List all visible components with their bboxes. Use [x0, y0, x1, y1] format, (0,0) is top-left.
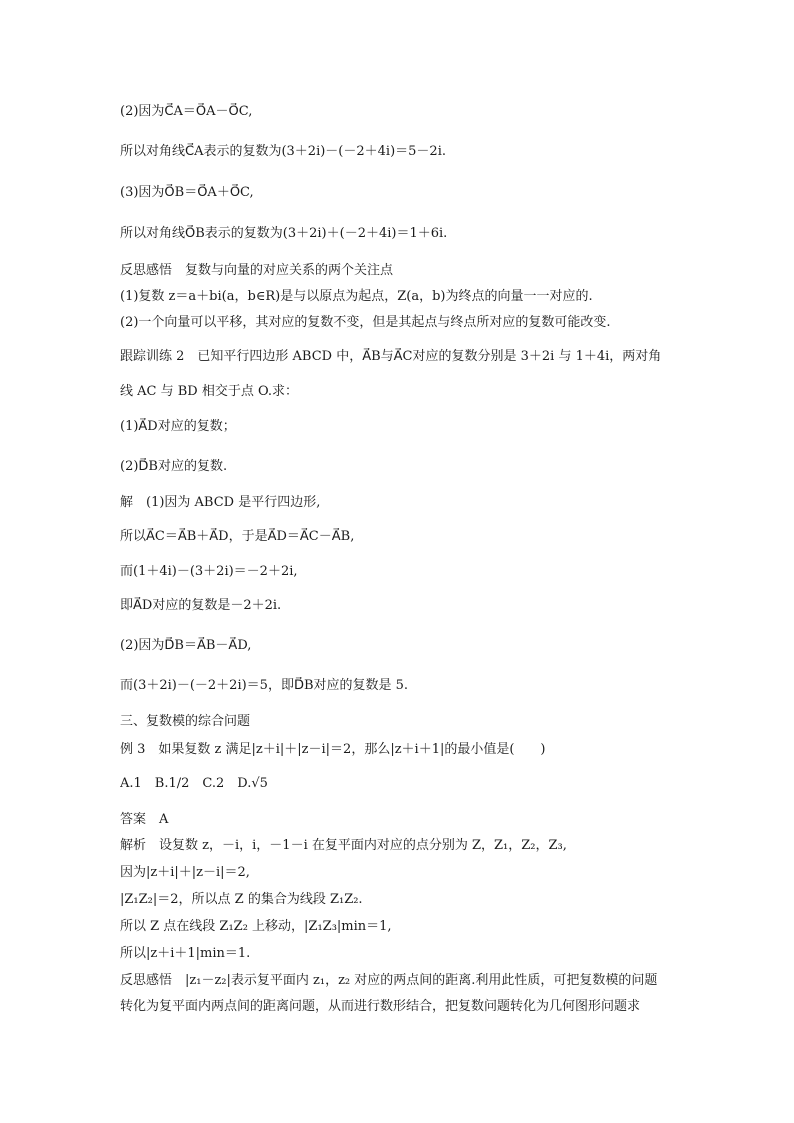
text: (2)一个向量可以平移，其对应的复数不变，但是其起点与终点所对应的复数可能改变. — [120, 315, 611, 330]
text-line — [120, 383, 682, 401]
text-line — [120, 945, 682, 963]
text-line — [120, 637, 682, 655]
text: (1)复数 z＝a＋bi(a，b∈R)是与以原点为起点，Z(a，b)为终点的向量一一对应的. — [120, 289, 593, 304]
text: 所以 Z 点在线段 Z₁Z₂ 上移动，|Z₁Z₃|min＝1, — [120, 919, 392, 934]
text-line — [120, 143, 682, 161]
text: 解 (1)因为 ABCD 是平行四边形, — [120, 495, 321, 510]
reflection-line — [120, 972, 682, 990]
text-line — [120, 918, 682, 936]
text: 解析 设复数 z，－i，i，－1－i 在复平面内对应的点分别为 Z，Z₁，Z₂，Z₃, — [120, 838, 567, 853]
exercise-heading — [120, 348, 682, 366]
text-line — [120, 998, 682, 1016]
text: (2)因为C⃗A＝O⃗A－O⃗C, — [120, 104, 253, 119]
text-line — [120, 288, 682, 306]
text: 而(1＋4i)－(3＋2i)＝－2＋2i, — [120, 564, 298, 579]
text: A.1 B.1/2 C.2 D.√5 — [120, 776, 268, 791]
text-line — [120, 458, 682, 476]
text: (2)D⃗B对应的复数. — [120, 459, 228, 474]
section-title — [120, 713, 682, 731]
text: (3)因为O⃗B＝O⃗A＋O⃗C, — [120, 185, 254, 200]
text: 因为|z＋i|＋|z－i|＝2, — [120, 865, 250, 880]
text: 所以对角线O⃗B表示的复数为(3＋2i)＋(－2＋4i)＝1＋6i. — [120, 226, 448, 241]
text-line — [120, 528, 682, 546]
text: 转化为复平面内两点间的距离问题，从而进行数形结合，把复数问题转化为几何图形问题求 — [120, 999, 641, 1014]
text: 所以对角线C⃗A表示的复数为(3＋2i)－(－2＋4i)＝5－2i. — [120, 144, 446, 159]
text-line — [120, 314, 682, 332]
text-line — [120, 597, 682, 615]
text-line — [120, 563, 682, 581]
text-line — [120, 864, 682, 882]
text-line — [120, 418, 682, 436]
options-line — [120, 775, 682, 793]
text: |Z₁Z₂|＝2，所以点 Z 的集合为线段 Z₁Z₂. — [120, 892, 363, 907]
text: 所以|z＋i＋1|min＝1. — [120, 946, 251, 961]
text-line — [120, 891, 682, 909]
text-line — [120, 103, 682, 121]
text: 反思感悟 复数与向量的对应关系的两个关注点 — [120, 263, 394, 278]
text: 三、复数模的综合问题 — [120, 714, 251, 729]
section-heading — [120, 262, 682, 280]
text: 线 AC 与 BD 相交于点 O.求： — [120, 384, 299, 399]
example-line — [120, 741, 682, 759]
text: 所以A⃗C＝A⃗B＋A⃗D，于是A⃗D＝A⃗C－A⃗B, — [120, 529, 355, 544]
text: 反思感悟 |z₁－z₂|表示复平面内 z₁，z₂ 对应的两点间的距离.利用此性质，可把复数模的问题 — [120, 973, 658, 988]
text: 即A⃗D对应的复数是－2＋2i. — [120, 598, 282, 613]
analysis-line — [120, 837, 682, 855]
solution-line — [120, 494, 682, 512]
text: 例 3 如果复数 z 满足|z＋i|＋|z－i|＝2，那么|z＋i＋1|的最小值是( ) — [120, 742, 546, 757]
text-line — [120, 184, 682, 202]
text-line — [120, 677, 682, 695]
text-line — [120, 225, 682, 243]
text: (2)因为D⃗B＝A⃗B－A⃗D, — [120, 638, 252, 653]
text: (1)A⃗D对应的复数； — [120, 419, 236, 434]
text: 跟踪训练 2 已知平行四边形 ABCD 中，A⃗B与A⃗C对应的复数分别是 3＋2i 与 1＋4i，两对角 — [120, 349, 662, 364]
text: 而(3＋2i)－(－2＋2i)＝5，即D⃗B对应的复数是 5. — [120, 678, 409, 693]
answer-line — [120, 811, 682, 829]
text: 答案 A — [120, 812, 169, 827]
